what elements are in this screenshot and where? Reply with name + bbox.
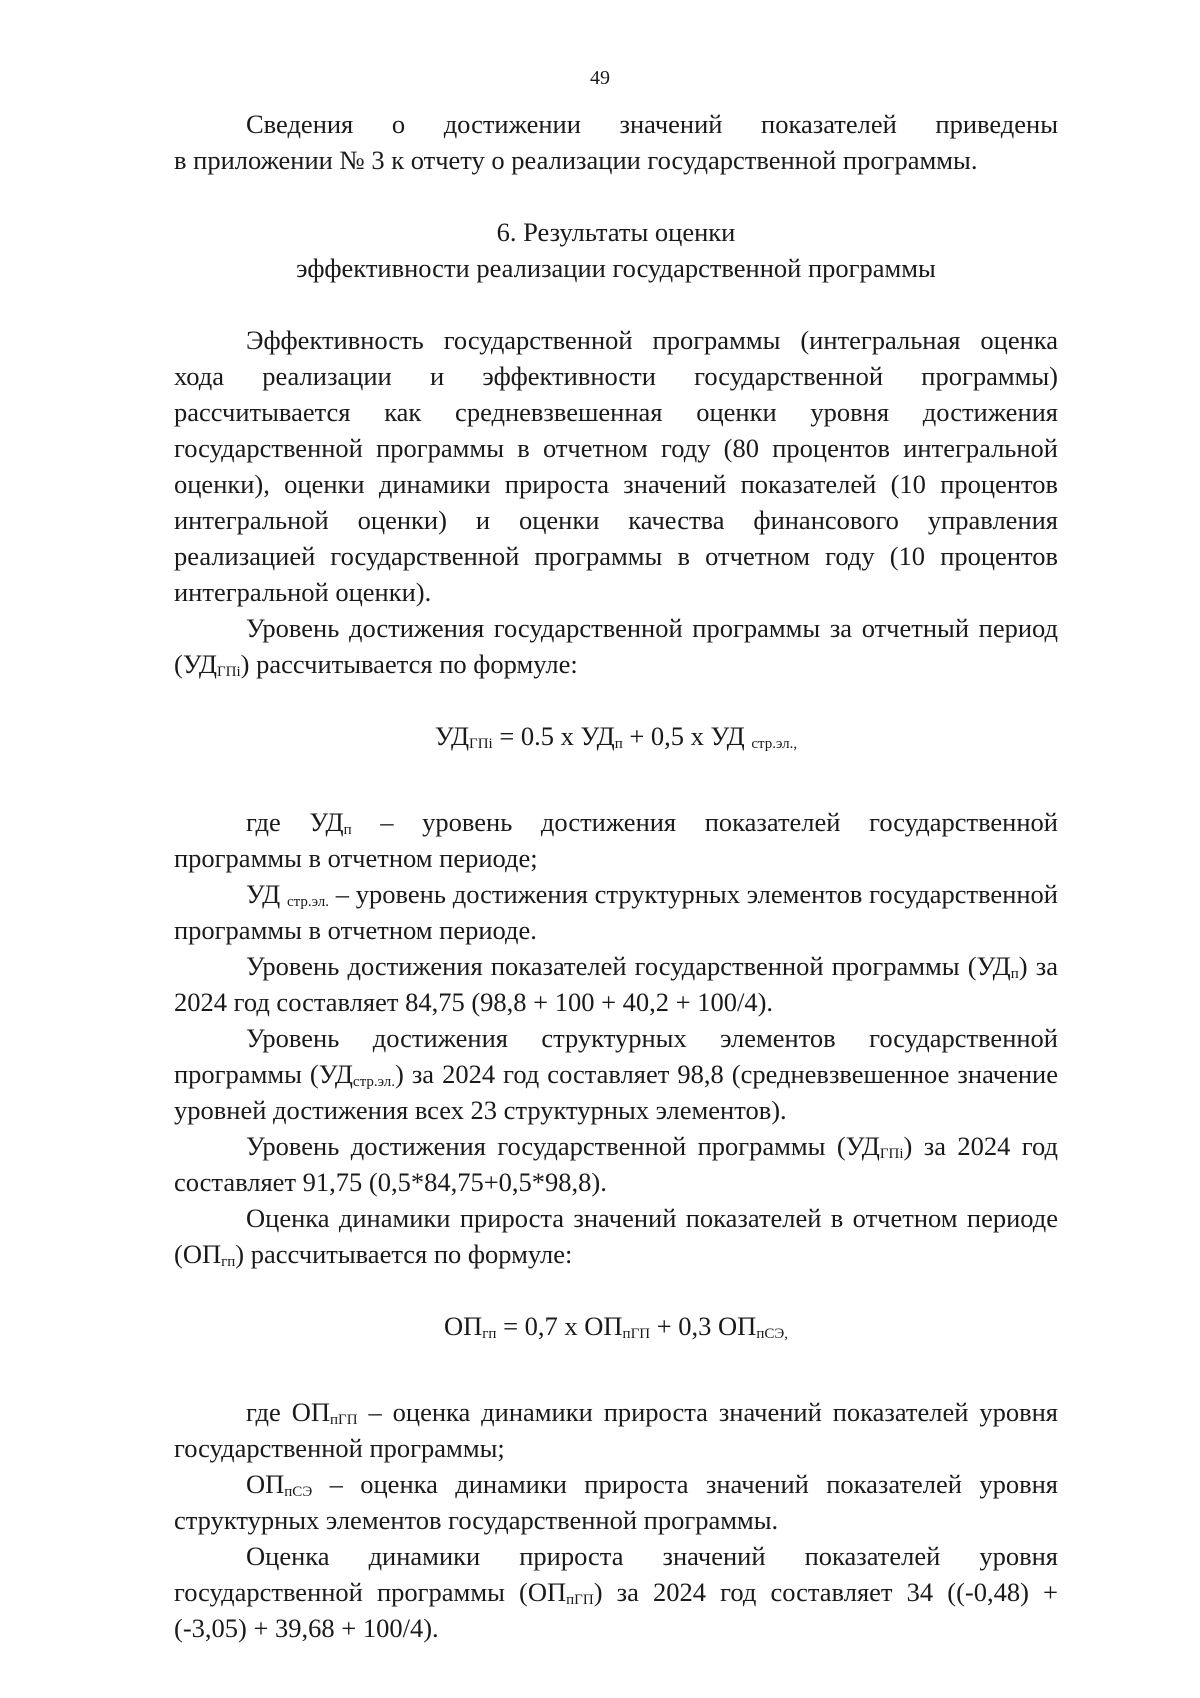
paragraph-op-intro: Оценка динамики прироста значений показателей в отчетном периоде $(ОП_{гп})$ рассчитывается по формуле:	[174, 1203, 1058, 1270]
page-number: 49	[590, 67, 610, 89]
formula-op-gp: $ОП_{гп} = 0,7$ х $ОП_{пГП} + 0,3$ $ОП_{пСЭ,}$	[443, 1311, 789, 1342]
paragraph-ud-str-value: Уровень достижения структурных элементов государственной программы $(УД_{стр.эл.})$ за 2024 год составляет 98,8 (средневзвешенное значение уровней достижения всех 23 структурных элементов).	[174, 1023, 1058, 1125]
intro-line-2: в приложении № 3 к отчету о реализации государственной программы.	[174, 145, 978, 175]
definition-ud-str: УД $_{стр.эл.}$ – уровень достижения структурных элементов государственной программы в отчетном периоде.	[174, 879, 1058, 945]
formula-ud-gp: $УД_{ГПi} = 0.5$ х $УД_п + 0,5$ х УД $_{стр.эл.,}$	[434, 721, 798, 752]
paragraph-op-pgp-value: Оценка динамики прироста значений показателей уровня государственной программы $(ОП_{пГП})$ за 2024 год составляет 34 ((-0,48) + (-3,05) + 39,68 + 100/4).	[174, 1541, 1058, 1643]
definition-ud-p: где $УД_п$ – уровень достижения показателей государственной программы в отчетном периоде;	[174, 807, 1058, 873]
section-title-line-2: эффективности реализации государственной программы	[296, 253, 936, 283]
paragraph-efficiency: Эффективность государственной программы (интегральная оценка хода реализации и эффективности государственной программы) рассчитывается как средневзвешенная оценки уровня достижения государственной программы в отчетном году (80 процентов интегральной оценки), оценки динамики прироста значений показателей (10 процентов интегральной оценки) и оценки качества финансового управления реализацией государственной программы в отчетном году (10 процентов интегральной оценки).	[174, 325, 1058, 607]
document-body	[174, 106, 1058, 1646]
definition-op-pse: $ОП_{пСЭ}$ – оценка динамики прироста значений показателей уровня структурных элементов государственной программы.	[174, 1469, 1058, 1535]
paragraph-ud-gp-value: Уровень достижения государственной программы $(УД_{ГПi})$ за 2024 год составляет 91,75 (0,5*84,75+0,5*98,8).	[174, 1131, 1058, 1197]
section-title-line-1: 6. Результаты оценки	[496, 217, 736, 247]
definition-op-pgp: где $ОП_{пГП}$ – оценка динамики прироста значений показателей уровня государственной программы;	[174, 1397, 1058, 1463]
paragraph-ud-intro: Уровень достижения государственной программы за отчетный период $(УД_{ГПi})$ рассчитывается по формуле:	[174, 613, 1058, 680]
paragraph-ud-p-value: Уровень достижения показателей государственной программы $(УД_п)$ за 2024 год составляет 84,75 (98,8 + 100 + 40,2 + 100/4).	[174, 951, 1058, 1017]
intro-line-1: Сведения о достижении значений показателей приведены	[246, 109, 1058, 139]
